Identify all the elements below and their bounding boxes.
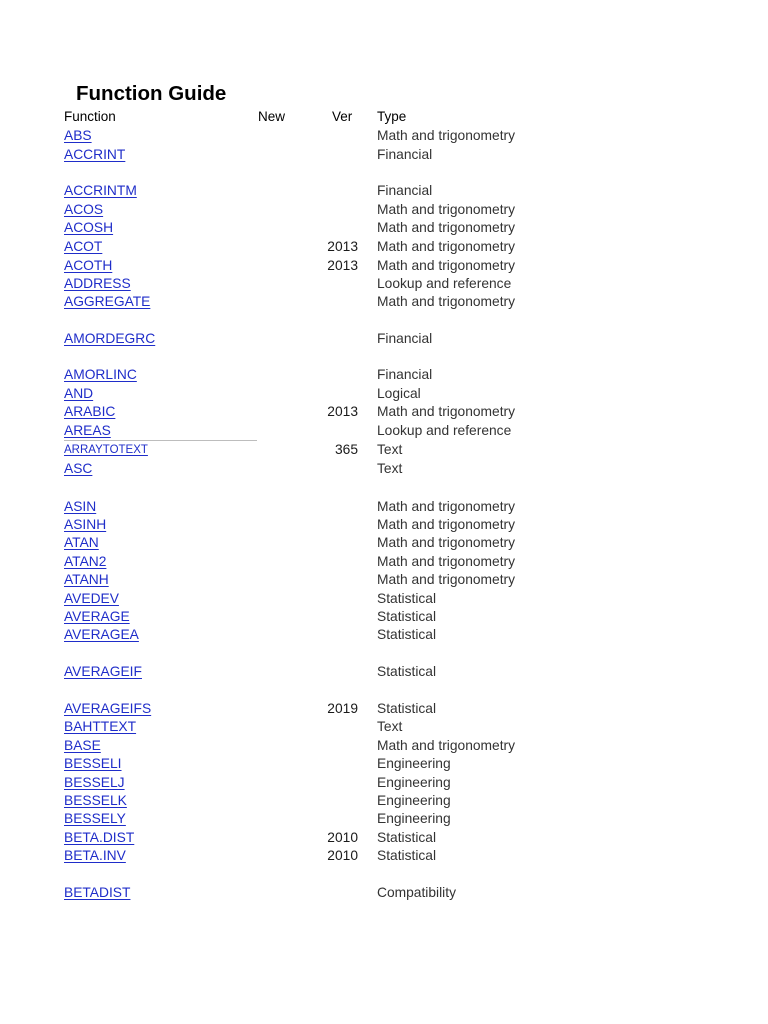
- table-row: [0, 202, 768, 220]
- function-link[interactable]: AVEDEV: [64, 591, 119, 606]
- function-link[interactable]: AVERAGEIF: [64, 664, 142, 679]
- function-link[interactable]: AVERAGE: [64, 609, 130, 624]
- function-link[interactable]: ATAN2: [64, 554, 107, 569]
- function-type: Financial: [377, 367, 433, 382]
- function-version: 2013: [327, 258, 358, 273]
- function-type: Statistical: [377, 701, 437, 716]
- table-row: [0, 258, 768, 276]
- function-type: Statistical: [377, 830, 437, 845]
- function-type: Math and trigonometry: [377, 572, 516, 587]
- function-link[interactable]: BASE: [64, 738, 101, 753]
- function-link[interactable]: ACOS: [64, 202, 104, 217]
- table-row: [0, 442, 768, 460]
- function-type: Math and trigonometry: [377, 404, 516, 419]
- column-header-new: New: [258, 109, 286, 124]
- function-type: Statistical: [377, 627, 437, 642]
- function-version: 365: [334, 442, 358, 457]
- function-link[interactable]: ATANH: [64, 572, 109, 587]
- table-row: [0, 775, 768, 793]
- function-link[interactable]: ACCRINT: [64, 147, 126, 162]
- table-row: [0, 719, 768, 737]
- function-link[interactable]: ACOSH: [64, 220, 114, 235]
- function-link[interactable]: ASC: [64, 461, 93, 476]
- table-row: [0, 128, 768, 146]
- table-row: [0, 554, 768, 572]
- function-link[interactable]: ATAN: [64, 535, 99, 550]
- table-row: [0, 461, 768, 479]
- function-type: Financial: [377, 183, 433, 198]
- function-version: 2013: [327, 404, 358, 419]
- table-row: [0, 276, 768, 294]
- function-link[interactable]: ACOTH: [64, 258, 113, 273]
- function-link[interactable]: ASINH: [64, 517, 107, 532]
- function-type: Engineering: [377, 775, 451, 790]
- table-row: [0, 517, 768, 535]
- column-header-function: Function: [64, 109, 116, 124]
- table-row: [0, 331, 768, 349]
- table-row: [0, 591, 768, 609]
- function-type: Math and trigonometry: [377, 294, 516, 309]
- table-row: [0, 535, 768, 553]
- function-type: Math and trigonometry: [377, 554, 516, 569]
- function-link[interactable]: AND: [64, 386, 94, 401]
- function-type: Statistical: [377, 848, 437, 863]
- function-type: Statistical: [377, 664, 437, 679]
- function-type: Lookup and reference: [377, 276, 512, 291]
- function-type: Math and trigonometry: [377, 220, 516, 235]
- table-row: [0, 499, 768, 517]
- function-link[interactable]: ADDRESS: [64, 276, 131, 291]
- table-row: [0, 239, 768, 257]
- table-row: [0, 885, 768, 903]
- function-link[interactable]: BETA.INV: [64, 848, 126, 863]
- function-link[interactable]: BESSELY: [64, 811, 126, 826]
- function-type: Engineering: [377, 793, 451, 808]
- function-type: Text: [377, 719, 403, 734]
- table-row: [0, 220, 768, 238]
- table-row: [0, 404, 768, 422]
- column-header-type: Type: [377, 109, 407, 124]
- table-row: [0, 423, 768, 441]
- function-type: Statistical: [377, 609, 437, 624]
- table-row: [0, 756, 768, 774]
- function-version: 2019: [327, 701, 358, 716]
- function-type: Math and trigonometry: [377, 499, 516, 514]
- table-row: [0, 572, 768, 590]
- table-row: [0, 848, 768, 866]
- function-link[interactable]: ARABIC: [64, 404, 116, 419]
- table-row: [0, 830, 768, 848]
- function-type: Math and trigonometry: [377, 128, 516, 143]
- function-type: Financial: [377, 331, 433, 346]
- table-row: [0, 793, 768, 811]
- function-type: Financial: [377, 147, 433, 162]
- function-type: Math and trigonometry: [377, 239, 516, 254]
- function-type: Engineering: [377, 811, 451, 826]
- function-type: Engineering: [377, 756, 451, 771]
- function-type: Math and trigonometry: [377, 738, 516, 753]
- function-version: 2013: [327, 239, 358, 254]
- function-type: Text: [377, 461, 403, 476]
- function-link[interactable]: BESSELI: [64, 756, 122, 771]
- function-link[interactable]: BAHTTEXT: [64, 719, 137, 734]
- function-type: Text: [377, 442, 403, 457]
- function-type: Lookup and reference: [377, 423, 512, 438]
- function-link[interactable]: ACCRINTM: [64, 183, 137, 198]
- page-title: Function Guide: [76, 82, 227, 105]
- function-link[interactable]: BETADIST: [64, 885, 131, 900]
- table-row: [0, 701, 768, 719]
- function-link[interactable]: ARRAYTOTEXT: [64, 444, 148, 456]
- function-link[interactable]: BESSELK: [64, 793, 127, 808]
- function-type: Math and trigonometry: [377, 202, 516, 217]
- function-link[interactable]: AVERAGEA: [64, 627, 139, 642]
- function-type: Compatibility: [377, 885, 456, 900]
- function-link[interactable]: AMORDEGRC: [64, 331, 156, 346]
- function-link[interactable]: ASIN: [64, 499, 97, 514]
- table-row: [0, 738, 768, 756]
- column-header-ver: Ver: [332, 109, 353, 124]
- function-type: Math and trigonometry: [377, 258, 516, 273]
- table-row: [0, 811, 768, 829]
- row-divider: [64, 440, 257, 441]
- function-link[interactable]: AVERAGEIFS: [64, 701, 152, 716]
- table-row: [0, 147, 768, 165]
- function-link[interactable]: BETA.DIST: [64, 830, 135, 845]
- table-row: [0, 183, 768, 201]
- table-row: [0, 367, 768, 385]
- table-row: [0, 609, 768, 627]
- function-type: Statistical: [377, 591, 437, 606]
- function-link[interactable]: AMORLINC: [64, 367, 137, 382]
- table-row: [0, 627, 768, 645]
- function-link[interactable]: AGGREGATE: [64, 294, 151, 309]
- table-row: [0, 386, 768, 404]
- function-link[interactable]: ABS: [64, 128, 92, 143]
- table-row: [0, 664, 768, 682]
- table-row: [0, 294, 768, 312]
- function-link[interactable]: AREAS: [64, 423, 111, 438]
- function-type: Math and trigonometry: [377, 517, 516, 532]
- function-link[interactable]: ACOT: [64, 239, 103, 254]
- function-type: Math and trigonometry: [377, 535, 516, 550]
- function-version: 2010: [327, 830, 358, 845]
- function-version: 2010: [327, 848, 358, 863]
- function-link[interactable]: BESSELJ: [64, 775, 125, 790]
- function-type: Logical: [377, 386, 421, 401]
